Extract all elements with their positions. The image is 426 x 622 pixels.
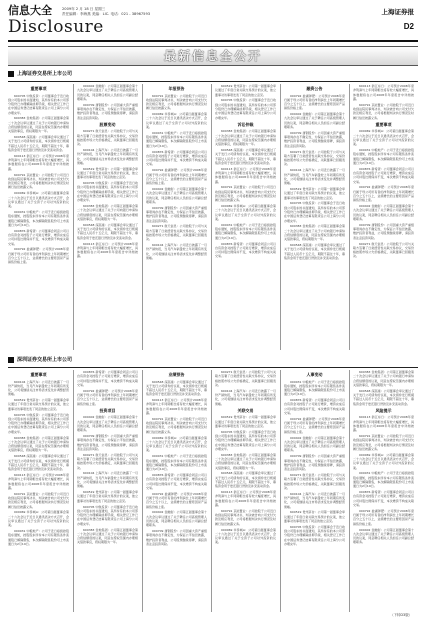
announcement-paragraph: 600383 金地集团：公司第五届董事会第二十次会议审议通过了关于公司向银行申请综合授信额度的议案，同意在授权范围内办理相关借款事宜，授权期限为一年。	[215, 129, 276, 147]
column-divider	[211, 84, 212, 350]
text-column	[8, 84, 69, 350]
announcement-paragraph: 000402 金融街：公司第五届董事会第十九次会议审议通过了关于聘任公司高级管理人员的议案，同意聘任相关人员担任公司副总经理职务。	[284, 435, 345, 453]
announcement-paragraph: 600519 贵州茅台：公司第一届董事会审议通过了年度日常关联交易预计的议案，独立董事对该事项发表了同意的独立意见。	[284, 510, 345, 523]
announcement-paragraph: 600548 深高速：公司董事会审议通过了关于发行公司债券的议案，本次债券发行规模不超过人民币十五亿元，期限不超过十年，募集资金用于偿还银行贷款及补充流动资金。	[146, 379, 207, 397]
announcement-paragraph: 600271 航天信息：公司控股子公司与关联方签署了日常经营性关联交易协议，交易价格按照市场公允价格确定，关联董事已回避表决。	[284, 149, 345, 167]
announcement-paragraph: 600113 浙江东日：公司预计2008年度净利润与上年同期相比将有较大幅度增长，具体数据将在公司2008年年度报告中详细披露。	[146, 398, 207, 416]
announcement-paragraph: 600548 深高速：公司董事会审议通过了关于发行公司债券的议案，本次债券发行规模不超过人民币十五亿元，期限不超过十年，募集资金用于偿还银行贷款及补充流动资金。	[215, 148, 276, 165]
announcement-paragraph: 600383 金地集团：公司第五届董事会第二十次会议审议通过了关于公司向银行申请综合授信额度的议案，同意在授权范围内办理相关借款事宜，授权期限为一年。	[353, 370, 414, 387]
announcement-paragraph: 600113 浙江东日：公司预计2008年度净利润与上年同期相比将有较大幅度增长，具体数据将在公司2008年年度报告中详细披露。	[215, 166, 276, 184]
announcement-paragraph: 600791 京能置业：公司控股子公司近日收到法院民事判决书，判决被告向公司支付欠款及相应利息，公司将根据判决执行情况及时履行信息披露义务。	[215, 185, 276, 203]
announcement-paragraph: 000031 中粮地产：公司于近日接到控股股东通知，控股股东所持本公司有限售条件流通股已解除限售，本次解除限售股份可上市流通日为2月19日。	[8, 209, 69, 227]
column-divider	[280, 370, 281, 612]
announcement-paragraph: 000709 唐钢股份：公司因重大资产重组事项尚存在不确定性，为保证公平信息披露，维护投资者利益，公司股票继续停牌，请投资者注意投资风险。	[146, 205, 207, 223]
announcement-paragraph: 000031 中粮地产：公司于近日接到控股股东通知，控股股东所持本公司有限售条件流通股已解除限售，本次解除限售股份可上市流通日为2月19日。	[8, 529, 69, 546]
announcement-paragraph: 600383 金地集团：公司第五届董事会第二十次会议审议通过了关于公司向银行申请综合授信额度的议案，同意在授权范围内办理相关借款事宜，授权期限为一年。	[77, 527, 138, 545]
announcement-paragraph: 600271 航天信息：公司控股子公司与关联方签署了日常经营性关联交易协议，交易价格按照市场公允价格确定，关联董事已回避表决。	[146, 224, 207, 242]
announcement-paragraph: 600705 中航投资：公司董事会于近日收到公司股东的书面通知，其所持有的本公司部分股份已办理解除质押手续，相关登记工作已在中国证券登记结算有限责任公司上海分公司办理完毕。	[284, 524, 345, 546]
announcement-paragraph: 000792 盐湖钾肥：公司预计2008年度归属于母公司所有者的净利润比上年同期增长百分之五十以上，业绩增长的主要原因是产品销售价格上涨。	[284, 93, 345, 111]
announcement-paragraph: 000031 中粮地产：公司于近日接到控股股东通知，控股股东所持本公司有限售条件流通股已解除限售，本次解除限售股份可上市流通日为2月19日。	[146, 130, 207, 148]
announcement-paragraph: 000876 新希望：公司董事会同意公司以自有资金对控股子公司进行增资，增资完成后公司持股比例保持不变，本次增资不构成关联交易。	[353, 490, 414, 508]
announcement-paragraph: 600705 中航投资：公司董事会于近日收到公司股东的书面通知，其所持有的本公司部分股份已办理解除质押手续，相关登记工作已在中国证券登记结算有限责任公司上海分公司办理完毕。	[8, 93, 69, 115]
text-column	[284, 84, 345, 350]
section-heading-sse	[8, 69, 418, 82]
announcement-paragraph: 600548 深高速：公司董事会审议通过了关于发行公司债券的议案，本次债券发行规模不超过人民币十五亿元，期限不超过十年，募集资金用于偿还银行贷款及补充流动资金。	[77, 222, 138, 240]
announcement-paragraph: 000069 华侨城A：公司第四届董事会第二十六次会议于近日以通讯表决方式召开，会议审议通过了关于全资子公司对外投资的议案。	[353, 452, 414, 470]
announcement-paragraph: 000709 唐钢股份：公司因重大资产重组事项尚存在不确定性，为保证公平信息披露，维护投资者利益，公司股票继续停牌，请投资者注意投资风险。	[77, 434, 138, 451]
page-number: D2	[403, 22, 414, 31]
announcement-paragraph: 000031 中粮地产：公司于近日接到控股股东通知，控股股东所持本公司有限售条件流通股已解除限售，本次解除限售股份可上市流通日为2月19日。	[353, 471, 414, 489]
column-subheading: 融资公告	[306, 86, 323, 91]
announcement-paragraph: 000402 金融街：公司第五届董事会第十九次会议审议通过了关于聘任公司高级管理人员的议案，同意聘任相关人员担任公司副总经理职务。	[353, 204, 414, 222]
column-subheading: 人事变动	[306, 372, 323, 377]
announcement-paragraph: 600104 上海汽车：公司近日披露了一月份产销快报，当月汽车销量较上年同期有所变化，公司将继续关注市场需求变化并调整经营策略。	[284, 491, 345, 509]
announcement-paragraph: 600271 航天信息：公司控股子公司与关联方签署了日常经营性关联交易协议，交易价格按照市场公允价格确定，关联董事已回避表决。	[77, 129, 138, 147]
text-column	[353, 370, 414, 612]
announcement-paragraph: 600791 京能置业：公司控股子公司近日收到法院民事判决书，判决被告向公司支付欠款及相应利息，公司将根据判决执行情况及时履行信息披露义务。	[8, 491, 69, 509]
column-divider	[142, 370, 143, 612]
section-heading-text: 深圳证券交易所上市公司	[17, 357, 73, 363]
announcement-paragraph: 600113 浙江东日：公司预计2008年度净利润与上年同期相比将有较大幅度增长，具体数据将在公司2008年年度报告中详细披露。	[8, 472, 69, 490]
announcement-paragraph: 000031 中粮地产：公司于近日接到控股股东通知，控股股东所持本公司有限售条件流通股已解除限售，本次解除限售股份可上市流通日为2月19日。	[353, 148, 414, 165]
column-divider	[211, 370, 212, 612]
column-subheading: 业绩预告	[168, 372, 185, 377]
announcement-paragraph: 600791 京能置业：公司控股子公司近日收到法院民事判决书，判决被告向公司支付欠款及相应利息，公司将根据判决执行情况及时履行信息披露义务。	[8, 172, 69, 190]
announcement-paragraph: 600113 浙江东日：公司预计2008年度净利润与上年同期相比将有较大幅度增长，具体数据将在公司2008年年度报告中详细披露。	[353, 84, 414, 101]
announcement-paragraph: 600548 深高速：公司董事会审议通过了关于发行公司债券的议案，本次债券发行规模不超过人民币十五亿元，期限不超过十年，募集资金用于偿还银行贷款及补充流动资金。	[8, 454, 69, 472]
announcement-paragraph: 600104 上海汽车：公司近日披露了一月份产销快报，当月汽车销量较上年同期有所变化，公司将继续关注市场需求变化并调整经营策略。	[284, 168, 345, 186]
column-subheading: 风险提示	[375, 407, 392, 413]
announcement-paragraph: 600104 上海汽车：公司近日披露了一月份产销快报，当月汽车销量较上年同期有所变化，公司将继续关注市场需求变化并调整经营策略。	[146, 243, 207, 260]
announcement-paragraph: 000792 盐湖钾肥：公司预计2008年度归属于母公司所有者的净利润比上年同期增长百分之五十以上，业绩增长的主要原因是产品销售价格上涨。	[284, 416, 345, 434]
announcement-paragraph: 600383 金地集团：公司第五届董事会第二十次会议审议通过了关于公司向银行申请综合授信额度的议案，同意在授权范围内办理相关借款事宜，授权期限为一年。	[284, 224, 345, 242]
announcement-paragraph: 600113 浙江东日：公司预计2008年度净利润与上年同期相比将有较大幅度增长，具体数据将在公司2008年年度报告中详细披露。	[215, 490, 276, 508]
announcement-paragraph: 600104 上海汽车：公司近日披露了一月份产销快报，当月汽车销量较上年同期有所变化，公司将继续关注市场需求变化并调整经营策略。	[8, 379, 69, 397]
heading-square-icon	[8, 357, 14, 363]
announcement-paragraph: 600519 贵州茅台：公司第一届董事会审议通过了年度日常关联交易预计的议案，独立董事对该事项发表了同意的独立意见。	[77, 490, 138, 503]
announcement-paragraph: 600271 航天信息：公司控股子公司与关联方签署了日常经营性关联交易协议，交易价格按照市场公允价格确定，关联董事已回避表决。	[353, 241, 414, 259]
announcement-paragraph: 600548 深高速：公司董事会审议通过了关于发行公司债券的议案，本次债券发行规模不超过人民币十五亿元，期限不超过十年，募集资金用于偿还银行贷款及补充流动资金。	[353, 388, 414, 406]
announcement-paragraph: 600104 上海汽车：公司近日披露了一月份产销快报，当月汽车销量较上年同期有所变化，公司将继续关注市场需求变化并调整经营策略。	[215, 388, 276, 406]
announcement-paragraph: 000069 华侨城A：公司第四届董事会第二十六次会议于近日以通讯表决方式召开，会议审议通过了关于全资子公司对外投资的议案。	[146, 112, 207, 130]
text-column	[8, 370, 69, 612]
announcement-paragraph: 600383 金地集团：公司第五届董事会第二十次会议审议通过了关于公司向银行申请综合授信额度的议案，同意在授权范围内办理相关借款事宜，授权期限为一年。	[77, 204, 138, 222]
column-divider	[280, 84, 281, 350]
heading-square-icon	[8, 71, 14, 77]
announcement-paragraph: 600548 深高速：公司董事会审议通过了关于发行公司债券的议案，本次债券发行规模不超过人民币十五亿元，期限不超过十年，募集资金用于偿还银行贷款及补充流动资金。	[8, 135, 69, 153]
column-divider	[73, 370, 74, 612]
announcement-paragraph: 600519 贵州茅台：公司第一届董事会审议通过了年度日常关联交易预计的议案，独立董事对该事项发表了同意的独立意见。	[8, 398, 69, 411]
announcement-paragraph: 600791 京能置业：公司控股子公司近日收到法院民事判决书，判决被告向公司支付欠款及相应利息，公司将根据判决执行情况及时履行信息披露义务。	[353, 102, 414, 120]
column-subheading: 重要事项	[30, 372, 47, 377]
text-column	[146, 84, 207, 350]
text-column	[284, 370, 345, 612]
column-subheading: 诉讼仲裁	[237, 121, 254, 127]
announcement-paragraph: 600271 航天信息：公司控股子公司与关联方签署了日常经营性关联交易协议，交易价格按照市场公允价格确定，关联董事已回避表决。	[77, 452, 138, 470]
announcement-paragraph: 000069 华侨城A：公司第四届董事会第二十六次会议于近日以通讯表决方式召开，会议审议通过了关于全资子公司对外投资的议案。	[215, 204, 276, 222]
column-divider	[142, 84, 143, 350]
column-subheading: 股票变动	[99, 121, 116, 127]
announcement-paragraph: 000069 华侨城A：公司第四届董事会第二十六次会议于近日以通讯表决方式召开，会议审议通过了关于全资子公司对外投资的议案。	[8, 191, 69, 209]
text-column	[77, 84, 138, 350]
announcement-paragraph: 600113 浙江东日：公司预计2008年度净利润与上年同期相比将有较大幅度增长，具体数据将在公司2008年年度报告中详细披露。	[77, 241, 138, 259]
announcement-paragraph: 000709 唐钢股份：公司因重大资产重组事项尚存在不确定性，为保证公平信息披露，维护投资者利益，公司股票继续停牌，请投资者注意投资风险。	[77, 102, 138, 120]
column-divider	[349, 370, 350, 612]
page-banner: 最新信息全公开	[8, 46, 418, 66]
announcement-paragraph: 000402 金融街：公司第五届董事会第十九次会议审议通过了关于聘任公司高级管理人员的议案，同意聘任相关人员担任公司副总经理职务。	[77, 84, 138, 101]
announcement-paragraph: 000069 华侨城A：公司第四届董事会第二十六次会议于近日以通讯表决方式召开，会议审议通过了关于全资子公司对外投资的议案。	[8, 510, 69, 528]
announcement-paragraph: 600791 京能置业：公司控股子公司近日收到法院民事判决书，判决被告向公司支付欠款及相应利息，公司将根据判决执行情况及时履行信息披露义务。	[146, 93, 207, 111]
announcement-paragraph: 000792 盐湖钾肥：公司预计2008年度归属于母公司所有者的净利润比上年同期增长百分之五十以上，业绩增长的主要原因是产品销售价格上涨。	[353, 185, 414, 203]
announcement-paragraph: 600791 京能置业：公司控股子公司近日收到法院民事判决书，判决被告向公司支付欠款及相应利息，公司将根据判决执行情况及时履行信息披露义务。	[146, 416, 207, 434]
text-column	[215, 84, 276, 350]
announcement-paragraph: 600519 贵州茅台：公司第一届董事会审议通过了年度日常关联交易预计的议案，独立董事对该事项发表了同意的独立意见。	[215, 84, 276, 97]
masthead-date: 2009年 2 月 18 日 星期三	[62, 7, 106, 11]
announcement-paragraph: 000876 新希望：公司董事会同意公司以自有资金对控股子公司进行增资，增资完成后公司持股比例保持不变，本次增资不构成关联交易。	[8, 228, 69, 246]
announcement-paragraph: 000792 盐湖钾肥：公司预计2008年度归属于母公司所有者的净利润比上年同期增长百分之五十以上，业绩增长的主要原因是产品销售价格上涨。	[8, 247, 69, 265]
announcement-paragraph: 600705 中航投资：公司董事会于近日收到公司股东的书面通知，其所持有的本公司部分股份已办理解除质押手续，相关登记工作已在中国证券登记结算有限责任公司上海分公司办理完毕。	[77, 181, 138, 203]
announcement-paragraph: 000792 盐湖钾肥：公司预计2008年度归属于母公司所有者的净利润比上年同期增长百分之五十以上，业绩增长的主要原因是产品销售价格上涨。	[353, 508, 414, 526]
masthead-title: 信息大全	[8, 4, 52, 17]
announcement-paragraph: 600705 中航投资：公司董事会于近日收到公司股东的书面通知，其所持有的本公司部分股份已办理解除质押手续，相关登记工作已在中国证券登记结算有限责任公司上海分公司办理完毕。	[8, 412, 69, 434]
announcement-paragraph: 600519 贵州茅台：公司第一届董事会审议通过了年度日常关联交易预计的议案，独立董事对该事项发表了同意的独立意见。	[215, 415, 276, 428]
announcement-paragraph: 000069 华侨城A：公司第四届董事会第二十六次会议于近日以通讯表决方式召开，会议审议通过了关于全资子公司对外投资的议案。	[353, 129, 414, 147]
announcement-paragraph: 600104 上海汽车：公司近日披露了一月份产销快报，当月汽车销量较上年同期有所变化，公司将继续关注市场需求变化并调整经营策略。	[77, 148, 138, 165]
announcement-paragraph: 600705 中航投资：公司董事会于近日收到公司股东的书面通知，其所持有的本公司部分股份已办理解除质押手续，相关登记工作已在中国证券登记结算有限责任公司上海分公司办理完毕。	[215, 429, 276, 451]
text-column	[77, 370, 138, 612]
announcement-paragraph: 600113 浙江东日：公司预计2008年度净利润与上年同期相比将有较大幅度增长，具体数据将在公司2008年年度报告中详细披露。	[353, 415, 414, 433]
column-subheading: 重要事项	[30, 86, 47, 91]
announcement-paragraph: 000876 新希望：公司董事会同意公司以自有资金对控股子公司进行增资，增资完成后公司持股比例保持不变，本次增资不构成关联交易。	[353, 166, 414, 184]
announcement-paragraph: 000876 新希望：公司董事会同意公司以自有资金对控股子公司进行增资，增资完成后公司持股比例保持不变，本次增资不构成关联交易。	[77, 370, 138, 387]
announcement-paragraph: 000069 华侨城A：公司第四届董事会第二十六次会议于近日以通讯表决方式召开，会议审议通过了关于全资子公司对外投资的议案。	[215, 527, 276, 545]
announcement-paragraph: 000031 中粮地产：公司于近日接到控股股东通知，控股股东所持本公司有限售条件流通股已解除限售，本次解除限售股份可上市流通日为2月19日。	[146, 454, 207, 472]
announcement-paragraph: 600548 深高速：公司董事会审议通过了关于发行公司债券的议案，本次债券发行规模不超过人民币十五亿元，期限不超过十年，募集资金用于偿还银行贷款及补充流动资金。	[284, 243, 345, 260]
announcement-paragraph: 000792 盐湖钾肥：公司预计2008年度归属于母公司所有者的净利润比上年同期增长百分之五十以上，业绩增长的主要原因是产品销售价格上涨。	[146, 491, 207, 509]
announcement-paragraph: 000402 金融街：公司第五届董事会第十九次会议审议通过了关于聘任公司高级管理人员的议案，同意聘任相关人员担任公司副总经理职务。	[146, 186, 207, 204]
announcement-paragraph: 000031 中粮地产：公司于近日接到控股股东通知，控股股东所持本公司有限售条件流通股已解除限售，本次解除限售股份可上市流通日为2月19日。	[284, 379, 345, 397]
announcement-paragraph: 600519 贵州茅台：公司第一届董事会审议通过了年度日常关联交易预计的议案，独立董事对该事项发表了同意的独立意见。	[284, 186, 345, 200]
column-subheading: 关联交易	[237, 407, 254, 413]
newspaper-name: 上海证券报	[381, 8, 414, 16]
announcement-paragraph: 000876 新希望：公司董事会同意公司以自有资金对控股子公司进行增资，增资完成后公司持股比例保持不变，本次增资不构成关联交易。	[146, 149, 207, 167]
column-subheading: 投资项目	[99, 407, 116, 413]
announcement-paragraph: 000402 金融街：公司第五届董事会第十九次会议审议通过了关于聘任公司高级管理人员的议案，同意聘任相关人员担任公司副总经理职务。	[284, 112, 345, 130]
announcement-paragraph: 000876 新希望：公司董事会同意公司以自有资金对控股子公司进行增资，增资完成后公司持股比例保持不变，本次增资不构成关联交易。	[284, 398, 345, 416]
announcement-paragraph: 600383 金地集团：公司第五届董事会第二十次会议审议通过了关于公司向银行申请综合授信额度的议案，同意在授权范围内办理相关借款事宜，授权期限为一年。	[8, 435, 69, 453]
announcement-paragraph: 000792 盐湖钾肥：公司预计2008年度归属于母公司所有者的净利润比上年同期增长百分之五十以上，业绩增长的主要原因是产品销售价格上涨。	[77, 388, 138, 406]
announcement-paragraph: 000402 金融街：公司第五届董事会第十九次会议审议通过了关于聘任公司高级管理人员的议案，同意聘任相关人员担任公司副总经理职务。	[77, 415, 138, 433]
section-heading-text: 上海证券交易所上市公司	[17, 71, 73, 77]
announcement-paragraph: 600383 金地集团：公司第五届董事会第二十次会议审议通过了关于公司向银行申请综合授信额度的议案，同意在授权范围内办理相关借款事宜，授权期限为一年。	[215, 452, 276, 470]
announcement-paragraph: 600271 航天信息：公司控股子公司与关联方签署了日常经营性关联交易协议，交易价格按照市场公允价格确定，关联董事已回避表决。	[284, 472, 345, 490]
column-divider	[349, 84, 350, 350]
announcement-paragraph: 000792 盐湖钾肥：公司预计2008年度归属于母公司所有者的净利润比上年同期增长百分之五十以上，业绩增长的主要原因是产品销售价格上涨。	[146, 168, 207, 186]
column-subheading: 年报预告	[168, 86, 185, 91]
text-column	[146, 370, 207, 612]
announcement-paragraph: 000876 新希望：公司董事会同意公司以自有资金对控股子公司进行增资，增资完成后公司持股比例保持不变，本次增资不构成关联交易。	[146, 472, 207, 490]
announcement-paragraph: 600271 航天信息：公司控股子公司与关联方签署了日常经营性关联交易协议，交易价格按照市场公允价格确定，关联董事已回避表决。	[215, 370, 276, 387]
announcement-paragraph: 600705 中航投资：公司董事会于近日收到公司股东的书面通知，其所持有的本公司部分股份已办理解除质押手续，相关登记工作已在中国证券登记结算有限责任公司上海分公司办理完毕。	[215, 98, 276, 120]
column-divider	[73, 84, 74, 350]
announcement-paragraph: 600104 上海汽车：公司近日披露了一月份产销快报，当月汽车销量较上年同期有所变化，公司将继续关注市场需求变化并调整经营策略。	[77, 471, 138, 489]
masthead-rule	[8, 40, 418, 42]
announcement-paragraph: 000031 中粮地产：公司于近日接到控股股东通知，控股股东所持本公司有限售条件流通股已解除限售，本次解除限售股份可上市流通日为2月19日。	[215, 222, 276, 240]
announcement-paragraph: 600705 中航投资：公司董事会于近日收到公司股东的书面通知，其所持有的本公司部分股份已办理解除质押手续，相关登记工作已在中国证券登记结算有限责任公司上海分公司办理完毕。	[284, 201, 345, 223]
announcement-paragraph: 600383 金地集团：公司第五届董事会第二十次会议审议通过了关于公司向银行申请综合授信额度的议案，同意在授权范围内办理相关借款事宜，授权期限为一年。	[8, 116, 69, 134]
announcement-paragraph: 600548 深高速：公司董事会审议通过了关于发行公司债券的议案，本次债券发行规模不超过人民币十五亿元，期限不超过十年，募集资金用于偿还银行贷款及补充流动资金。	[215, 471, 276, 489]
column-subheading: 重要事项	[375, 121, 392, 127]
announcement-paragraph: 000709 唐钢股份：公司因重大资产重组事项尚存在不确定性，为保证公平信息披露，维护投资者利益，公司股票继续停牌，请投资者注意投资风险。	[146, 529, 207, 546]
section-heading-szse	[8, 355, 418, 368]
announcement-paragraph: 600705 中航投资：公司董事会于近日收到公司股东的书面通知，其所持有的本公司部分股份已办理解除质押手续，相关登记工作已在中国证券登记结算有限责任公司上海分公司办理完毕。	[77, 504, 138, 526]
announcement-paragraph: 600791 京能置业：公司控股子公司近日收到法院民事判决书，判决被告向公司支付欠款及相应利息，公司将根据判决执行情况及时履行信息披露义务。	[353, 434, 414, 451]
announcement-paragraph: 600791 京能置业：公司控股子公司近日收到法院民事判决书，判决被告向公司支付欠款及相应利息，公司将根据判决执行情况及时履行信息披露义务。	[215, 508, 276, 526]
announcement-paragraph: 000402 金融街：公司第五届董事会第十九次会议审议通过了关于聘任公司高级管理人员的议案，同意聘任相关人员担任公司副总经理职务。	[353, 527, 414, 545]
text-column	[215, 370, 276, 612]
announcement-paragraph: 000069 华侨城A：公司第四届董事会第二十六次会议于近日以通讯表决方式召开，会议审议通过了关于全资子公司对外投资的议案。	[146, 435, 207, 453]
continued-note: （下转D3版）	[390, 613, 412, 617]
section-title: Disclosure	[8, 17, 104, 37]
announcement-paragraph: 600113 浙江东日：公司预计2008年度净利润与上年同期相比将有较大幅度增长，具体数据将在公司2008年年度报告中详细披露。	[8, 153, 69, 171]
announcement-paragraph: 000709 唐钢股份：公司因重大资产重组事项尚存在不确定性，为保证公平信息披露，维护投资者利益，公司股票继续停牌，请投资者注意投资风险。	[284, 130, 345, 148]
announcement-paragraph: 000402 金融街：公司第五届董事会第十九次会议审议通过了关于聘任公司高级管理人员的议案，同意聘任相关人员担任公司副总经理职务。	[146, 510, 207, 528]
announcement-paragraph: 000709 唐钢股份：公司因重大资产重组事项尚存在不确定性，为保证公平信息披露，维护投资者利益，公司股票继续停牌，请投资者注意投资风险。	[284, 454, 345, 472]
text-column	[353, 84, 414, 350]
masthead-editor: 责任编辑：李海燕 美编：LIC. 电话：021 - 38967593	[62, 12, 151, 16]
announcement-paragraph: 000709 唐钢股份：公司因重大资产重组事项尚存在不确定性，为保证公平信息披露，维护投资者利益，公司股票继续停牌，请投资者注意投资风险。	[353, 222, 414, 240]
announcement-paragraph: 600519 贵州茅台：公司第一届董事会审议通过了年度日常关联交易预计的议案，独立董事对该事项发表了同意的独立意见。	[77, 166, 138, 180]
announcement-paragraph: 000876 新希望：公司董事会同意公司以自有资金对控股子公司进行增资，增资完成后公司持股比例保持不变，本次增资不构成关联交易。	[215, 241, 276, 259]
